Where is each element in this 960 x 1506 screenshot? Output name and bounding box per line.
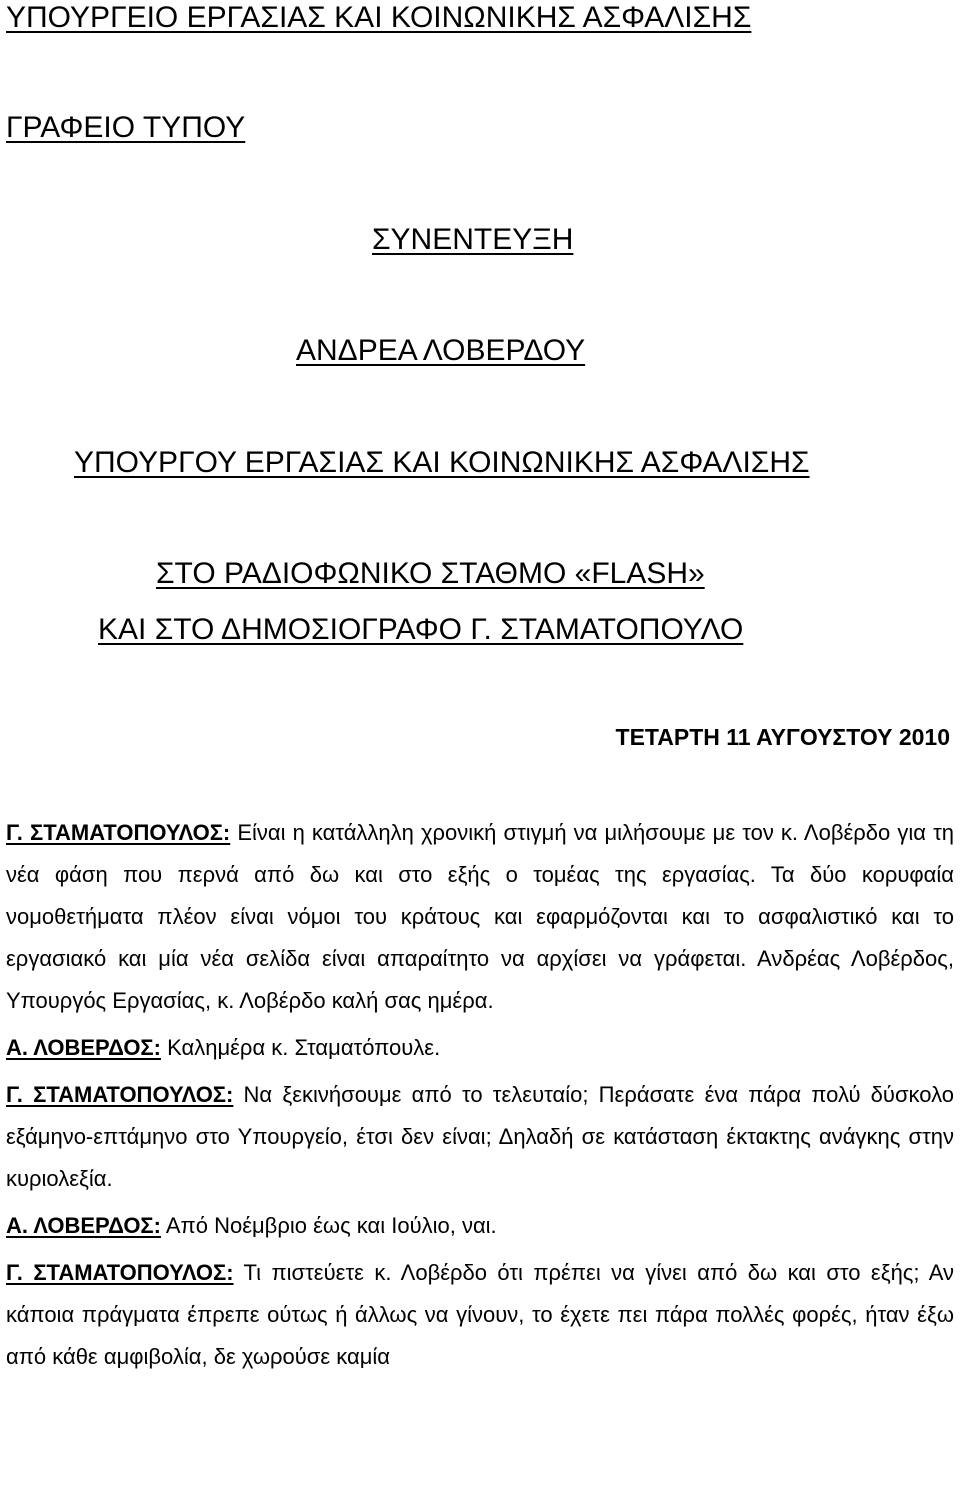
speaker-label: Γ. ΣΤΑΜΑΤΟΠΟΥΛΟΣ: bbox=[6, 1260, 234, 1285]
transcript-paragraph bbox=[6, 812, 954, 1022]
paragraph-text: Να ξεκινήσουμε από το τελευταίο; Περάσατε ένα πάρα πολύ δύσκολο εξάμηνο-επτάμηνο στο Υπουργείο, έτσι δεν είναι; Δηλαδή σε κατάσταση έκτακτης ανάγκης στην κυριολεξία. bbox=[6, 1082, 954, 1191]
transcript-body bbox=[6, 812, 954, 1383]
transcript-paragraph bbox=[6, 1074, 954, 1200]
paragraph-text: Είναι η κατάλληλη χρονική στιγμή να μιλήσουμε με τον κ. Λοβέρδο για τη νέα φάση που περνά από δω και στο εξής ο τομέας της εργασίας. Τα δύο κορυφαία νομοθετήματα πλέον είναι νόμοι του κράτους και εφαρμόζονται και το ασφαλιστικό και το εργασιακό και μία νέα σελίδα είναι απαραίτητο να αρχίσει να γράφεται. Ανδρέας Λοβέρδος, Υπουργός Εργασίας, κ. Λοβέρδο καλή σας ημέρα. bbox=[6, 820, 954, 1013]
speaker-label: Α. ΛΟΒΕΡΔΟΣ: bbox=[6, 1035, 161, 1060]
radio-station-line: ΣΤΟ ΡΑΔΙΟΦΩΝΙΚΟ ΣΤΑΘΜΟ «FLASH» bbox=[156, 557, 705, 590]
speaker-label: Γ. ΣΤΑΜΑΤΟΠΟΥΛΟΣ: bbox=[6, 1082, 234, 1107]
interviewee-name: ΑΝΔΡΕΑ ΛΟΒΕΡΔΟΥ bbox=[296, 334, 586, 367]
speaker-label: Γ. ΣΤΑΜΑΤΟΠΟΥΛΟΣ: bbox=[6, 820, 231, 845]
journalist-line: ΚΑΙ ΣΤΟ ΔΗΜΟΣΙΟΓΡΑΦΟ Γ. ΣΤΑΜΑΤΟΠΟΥΛΟ bbox=[98, 613, 744, 646]
interviewee-role: ΥΠΟΥΡΓΟΥ ΕΡΓΑΣΙΑΣ ΚΑΙ ΚΟΙΝΩΝΙΚΗΣ ΑΣΦΑΛΙΣΗΣ bbox=[74, 446, 810, 479]
paragraph-text: Από Νοέμβριο έως και Ιούλιο, ναι. bbox=[160, 1213, 497, 1238]
ministry-heading: ΥΠΟΥΡΓΕΙΟ ΕΡΓΑΣΙΑΣ ΚΑΙ ΚΟΙΝΩΝΙΚΗΣ ΑΣΦΑΛΙΣΗΣ bbox=[6, 1, 752, 34]
paragraph-text: Καλημέρα κ. Σταματόπουλε. bbox=[160, 1035, 441, 1060]
transcript-paragraph bbox=[6, 1205, 954, 1247]
transcript-paragraph bbox=[6, 1252, 954, 1378]
interview-title: ΣΥΝΕΝΤΕΥΞΗ bbox=[372, 223, 574, 256]
interview-date: ΤΕΤΑΡΤΗ 11 ΑΥΓΟΥΣΤΟΥ 2010 bbox=[615, 724, 950, 750]
transcript-paragraph bbox=[6, 1027, 954, 1069]
press-office-heading: ΓΡΑΦΕΙΟ ΤΥΠΟΥ bbox=[6, 111, 246, 144]
paragraph-text: Τι πιστεύετε κ. Λοβέρδο ότι πρέπει να γίνει από δω και στο εξής; Αν κάποια πράγματα έπρεπε ούτως ή άλλως να γίνουν, το έχετε πει πάρα πολλές φορές, ήταν έξω από κάθε αμφιβολία, δε χωρούσε καμία bbox=[6, 1260, 954, 1369]
speaker-label: Α. ΛΟΒΕΡΔΟΣ: bbox=[6, 1213, 161, 1238]
